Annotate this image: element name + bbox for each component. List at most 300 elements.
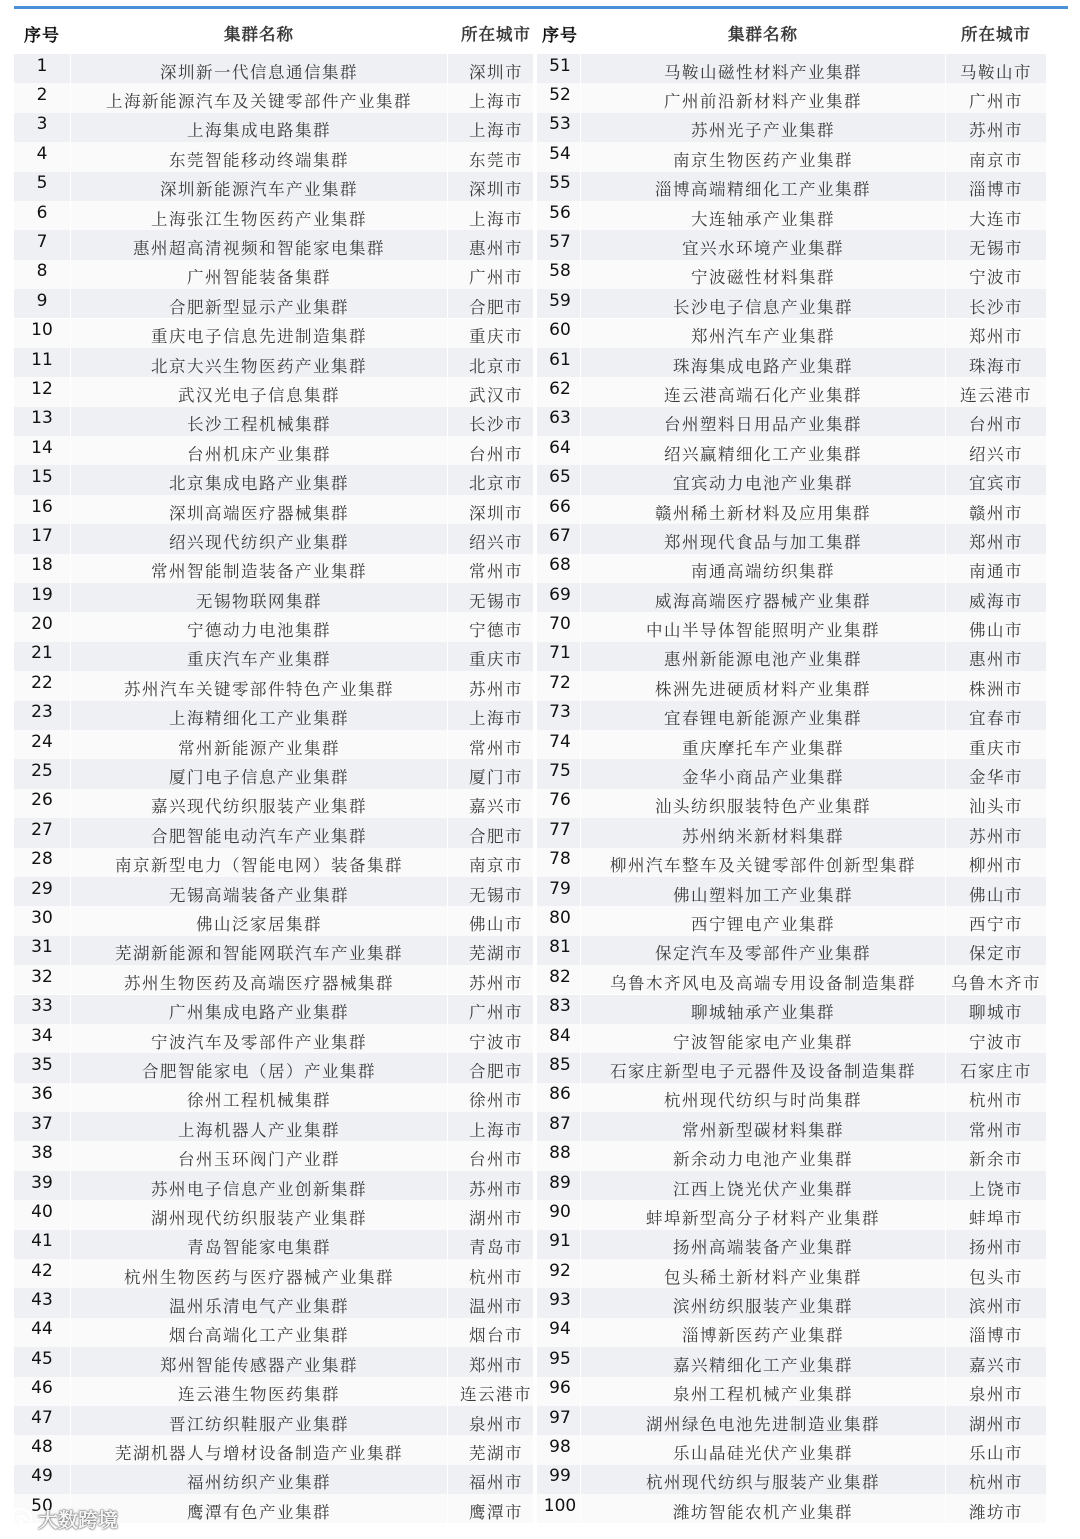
table-row: [540, 465, 1046, 494]
row-cluster-name: 南京生物医药产业集群: [580, 142, 946, 171]
row-cluster-name: 滨州纺织服装产业集群: [580, 1288, 946, 1317]
row-cluster-name: 赣州稀土新材料及应用集群: [580, 495, 946, 524]
row-cluster-name: 台州玉环阀门产业群: [70, 1141, 448, 1170]
row-city: 泉州市: [469, 1414, 523, 1434]
row-cluster-name: 徐州工程机械集群: [70, 1083, 448, 1112]
row-cluster-name: 苏州汽车关键零部件特色产业集群: [70, 671, 448, 700]
table-row: [14, 54, 544, 83]
table-row: [14, 1083, 544, 1112]
row-seq: 46: [31, 1378, 53, 1399]
row-city: 台州市: [969, 415, 1023, 435]
table-row: [540, 554, 1046, 583]
row-cluster-name: 乐山晶硅光伏产业集群: [580, 1435, 946, 1464]
row-seq: 55: [549, 173, 571, 194]
row-city: 宜宾市: [969, 474, 1023, 494]
row-city: 惠州市: [469, 239, 523, 259]
row-city: 重庆市: [469, 327, 523, 347]
row-cluster-name: 芜湖新能源和智能网联汽车产业集群: [70, 936, 448, 965]
row-city: 淄博市: [969, 1326, 1023, 1346]
row-seq: 71: [549, 643, 571, 664]
row-seq: 83: [549, 996, 571, 1017]
row-city: 泉州市: [969, 1385, 1023, 1405]
row-city: 蚌埠市: [969, 1208, 1023, 1228]
table-row: [14, 554, 544, 583]
row-seq: 70: [549, 614, 571, 635]
row-seq: 10: [31, 320, 53, 341]
row-city: 台州市: [469, 1150, 523, 1170]
table-row: [540, 612, 1046, 641]
row-cluster-name: 宁德动力电池集群: [70, 612, 448, 641]
row-cluster-name: 台州机床产业集群: [70, 436, 448, 465]
table-row: [540, 1465, 1046, 1494]
row-city: 长沙市: [469, 415, 523, 435]
table-row: [540, 407, 1046, 436]
row-city: 烟台市: [469, 1326, 523, 1346]
row-city: 威海市: [969, 591, 1023, 611]
table-row: [540, 789, 1046, 818]
table-row: [540, 701, 1046, 730]
row-cluster-name: 深圳高端医疗器械集群: [70, 495, 448, 524]
row-seq: 24: [31, 731, 53, 752]
row-seq: 95: [549, 1348, 571, 1369]
row-city: 湖州市: [469, 1208, 523, 1228]
row-seq: 34: [31, 1025, 53, 1046]
row-seq: 65: [549, 467, 571, 488]
row-seq: 18: [31, 555, 53, 576]
row-city: 温州市: [469, 1297, 523, 1317]
row-seq: 37: [31, 1113, 53, 1134]
row-cluster-name: 郑州现代食品与加工集群: [580, 524, 946, 553]
row-cluster-name: 湖州现代纺织服装产业集群: [70, 1200, 448, 1229]
table-row: [540, 1435, 1046, 1464]
table-right-half: [540, 12, 1046, 1524]
table-row: [540, 83, 1046, 112]
row-city: 广州市: [469, 268, 523, 288]
row-cluster-name: 江西上饶光伏产业集群: [580, 1171, 946, 1200]
row-cluster-name: 包头稀土新材料产业集群: [580, 1259, 946, 1288]
table-row: [14, 172, 544, 201]
table-row: [14, 1141, 544, 1170]
table-row: [14, 818, 544, 847]
row-city: 保定市: [969, 944, 1023, 964]
row-cluster-name: 聊城轴承产业集群: [580, 995, 946, 1024]
table-row: [540, 906, 1046, 935]
row-cluster-name: 厦门电子信息产业集群: [70, 759, 448, 788]
row-city: 新余市: [969, 1150, 1023, 1170]
row-seq: 21: [31, 643, 53, 664]
row-seq: 86: [549, 1084, 571, 1105]
table-row: [540, 142, 1046, 171]
row-city: 深圳市: [469, 180, 523, 200]
row-seq: 13: [31, 408, 53, 429]
table-row: [540, 965, 1046, 994]
row-cluster-name: 宁波汽车及零部件产业集群: [70, 1024, 448, 1053]
table-row: [14, 1053, 544, 1082]
row-city: 嘉兴市: [469, 797, 523, 817]
table-row: [540, 377, 1046, 406]
row-cluster-name: 潍坊智能农机产业集群: [580, 1494, 946, 1523]
row-city: 宁波市: [969, 268, 1023, 288]
row-seq: 27: [31, 819, 53, 840]
row-seq: 90: [549, 1201, 571, 1222]
table-row: [540, 1230, 1046, 1259]
table-row: [540, 936, 1046, 965]
row-cluster-name: 佛山塑料加工产业集群: [580, 877, 946, 906]
row-cluster-name: 泉州工程机械产业集群: [580, 1377, 946, 1406]
row-city: 赣州市: [969, 503, 1023, 523]
row-seq: 7: [36, 232, 48, 253]
row-city: 苏州市: [969, 826, 1023, 846]
row-city: 常州市: [969, 1120, 1023, 1140]
row-cluster-name: 连云港生物医药集群: [70, 1377, 448, 1406]
table-row: [14, 289, 544, 318]
row-city: 宁波市: [969, 1032, 1023, 1052]
table-row: [14, 642, 544, 671]
table-row: [14, 1230, 544, 1259]
row-seq: 98: [549, 1437, 571, 1458]
table-row: [14, 348, 544, 377]
table-body-left: [14, 54, 544, 1523]
row-seq: 15: [31, 467, 53, 488]
table-row: [540, 201, 1046, 230]
row-city: 佛山市: [969, 621, 1023, 641]
row-cluster-name: 合肥智能电动汽车产业集群: [70, 818, 448, 847]
row-seq: 75: [549, 761, 571, 782]
row-seq: 87: [549, 1113, 571, 1134]
row-city: 上海市: [469, 121, 523, 141]
row-cluster-name: 无锡高端装备产业集群: [70, 877, 448, 906]
row-cluster-name: 苏州电子信息产业创新集群: [70, 1171, 448, 1200]
row-city: 无锡市: [469, 591, 523, 611]
watermark: [8, 1504, 118, 1533]
row-cluster-name: 东莞智能移动终端集群: [70, 142, 448, 171]
table-row: [14, 965, 544, 994]
row-cluster-name: 苏州纳米新材料集群: [580, 818, 946, 847]
row-cluster-name: 常州智能制造装备产业集群: [70, 554, 448, 583]
row-cluster-name: 北京大兴生物医药产业集群: [70, 348, 448, 377]
row-cluster-name: 郑州智能传感器产业集群: [70, 1347, 448, 1376]
row-cluster-name: 珠海集成电路产业集群: [580, 348, 946, 377]
row-city: 合肥市: [469, 1061, 523, 1081]
row-city: 深圳市: [469, 62, 523, 82]
row-seq: 16: [31, 496, 53, 517]
row-cluster-name: 中山半导体智能照明产业集群: [580, 612, 946, 641]
row-seq: 6: [36, 202, 48, 223]
row-cluster-name: 苏州光子产业集群: [580, 113, 946, 142]
row-seq: 53: [549, 114, 571, 135]
table-row: [14, 436, 544, 465]
row-seq: 11: [31, 349, 53, 370]
row-city: 福州市: [469, 1473, 523, 1493]
row-city: 石家庄市: [960, 1061, 1032, 1081]
row-cluster-name: 合肥智能家电（居）产业集群: [70, 1053, 448, 1082]
table-row: [540, 995, 1046, 1024]
row-city: 惠州市: [969, 650, 1023, 670]
table-row: [540, 671, 1046, 700]
row-seq: 36: [31, 1084, 53, 1105]
row-city: 大连市: [969, 209, 1023, 229]
row-cluster-name: 宜春锂电新能源产业集群: [580, 701, 946, 730]
row-cluster-name: 重庆汽车产业集群: [70, 642, 448, 671]
table-row: [14, 319, 544, 348]
row-seq: 42: [31, 1260, 53, 1281]
row-city: 郑州市: [969, 327, 1023, 347]
row-city: 合肥市: [469, 826, 523, 846]
table-row: [14, 83, 544, 112]
row-cluster-name: 威海高端医疗器械产业集群: [580, 583, 946, 612]
row-city: 南京市: [469, 856, 523, 876]
row-seq: 91: [549, 1231, 571, 1252]
row-city: 包头市: [969, 1267, 1023, 1287]
table-row: [14, 583, 544, 612]
row-seq: 25: [31, 761, 53, 782]
row-city: 聊城市: [969, 1003, 1023, 1023]
row-seq: 58: [549, 261, 571, 282]
table-row: [540, 1171, 1046, 1200]
row-seq: 82: [549, 966, 571, 987]
row-seq: 20: [31, 614, 53, 635]
row-seq: 1: [36, 55, 48, 76]
row-cluster-name: 新余动力电池产业集群: [580, 1141, 946, 1170]
table-row: [14, 730, 544, 759]
row-seq: 5: [36, 173, 48, 194]
row-seq: 28: [31, 849, 53, 870]
row-city: 常州市: [469, 562, 523, 582]
row-city: 珠海市: [969, 356, 1023, 376]
row-cluster-name: 淄博新医药产业集群: [580, 1318, 946, 1347]
table-row: [14, 701, 544, 730]
row-cluster-name: 郑州汽车产业集群: [580, 319, 946, 348]
row-city: 深圳市: [469, 503, 523, 523]
row-seq: 93: [549, 1290, 571, 1311]
table-row: [14, 1112, 544, 1141]
row-city: 上海市: [469, 92, 523, 112]
row-city: 苏州市: [469, 1179, 523, 1199]
row-seq: 81: [549, 937, 571, 958]
row-cluster-name: 温州乐清电气产业集群: [70, 1288, 448, 1317]
row-seq: 88: [549, 1143, 571, 1164]
row-cluster-name: 广州智能装备集群: [70, 260, 448, 289]
row-seq: 80: [549, 908, 571, 928]
row-cluster-name: 广州集成电路产业集群: [70, 995, 448, 1024]
row-cluster-name: 马鞍山磁性材料产业集群: [580, 54, 946, 83]
row-seq: 43: [31, 1290, 53, 1311]
row-cluster-name: 常州新型碳材料集群: [580, 1112, 946, 1141]
row-seq: 73: [549, 702, 571, 723]
table-row: [14, 201, 544, 230]
row-cluster-name: 上海集成电路集群: [70, 113, 448, 142]
row-cluster-name: 金华小商品产业集群: [580, 759, 946, 788]
row-cluster-name: 重庆电子信息先进制造集群: [70, 319, 448, 348]
row-cluster-name: 扬州高端装备产业集群: [580, 1230, 946, 1259]
row-city: 上海市: [469, 209, 523, 229]
row-city: 上海市: [469, 1120, 523, 1140]
row-cluster-name: 烟台高端化工产业集群: [70, 1318, 448, 1347]
row-cluster-name: 晋江纺织鞋服产业集群: [70, 1406, 448, 1435]
row-city: 南通市: [969, 562, 1023, 582]
row-cluster-name: 武汉光电子信息集群: [70, 377, 448, 406]
row-city: 无锡市: [469, 885, 523, 905]
row-seq: 85: [549, 1054, 571, 1075]
table-row: [14, 1435, 544, 1464]
table-row: [540, 1494, 1046, 1523]
table-row: [540, 1112, 1046, 1141]
table-row: [14, 465, 544, 494]
row-city: 上海市: [469, 709, 523, 729]
row-city: 芜湖市: [469, 944, 523, 964]
table-row: [14, 789, 544, 818]
table-row: [540, 1377, 1046, 1406]
table-row: [14, 1200, 544, 1229]
row-city: 厦门市: [469, 768, 523, 788]
row-cluster-name: 杭州现代纺织与服装产业集群: [580, 1465, 946, 1494]
table-row: [540, 319, 1046, 348]
row-seq: 67: [549, 525, 571, 546]
row-seq: 61: [549, 349, 571, 370]
table-row: [14, 1171, 544, 1200]
row-seq: 41: [31, 1231, 53, 1252]
table-row: [540, 848, 1046, 877]
table-row: [14, 906, 544, 935]
row-cluster-name: 常州新能源产业集群: [70, 730, 448, 759]
row-seq: 38: [31, 1143, 53, 1164]
table-row: [540, 172, 1046, 201]
table-row: [14, 936, 544, 965]
table-row: [540, 495, 1046, 524]
row-cluster-name: 合肥新型显示产业集群: [70, 289, 448, 318]
row-city: 乐山市: [969, 1444, 1023, 1464]
table-row: [540, 289, 1046, 318]
row-cluster-name: 保定汽车及零部件产业集群: [580, 936, 946, 965]
table-row: [540, 1200, 1046, 1229]
top-accent-bar: [14, 6, 1068, 9]
brand-logo-icon: [8, 1506, 34, 1532]
row-seq: 68: [549, 555, 571, 576]
row-seq: 99: [549, 1466, 571, 1487]
row-cluster-name: 西宁锂电产业集群: [580, 906, 946, 935]
table-row: [540, 1347, 1046, 1376]
row-cluster-name: 广州前沿新材料产业集群: [580, 83, 946, 112]
table-body-right: [540, 54, 1046, 1523]
row-seq: 26: [31, 790, 53, 811]
table-left-half: [14, 12, 544, 1524]
row-city: 金华市: [969, 768, 1023, 788]
row-city: 南京市: [969, 150, 1023, 170]
row-cluster-name: 重庆摩托车产业集群: [580, 730, 946, 759]
row-cluster-name: 南京新型电力（智能电网）装备集群: [70, 848, 448, 877]
row-cluster-name: 株洲先进硬质材料产业集群: [580, 671, 946, 700]
row-city: 西宁市: [969, 915, 1023, 934]
table-row: [14, 612, 544, 641]
table-row: [540, 54, 1046, 83]
row-cluster-name: 佛山泛家居集群: [70, 906, 448, 935]
row-city: 无锡市: [969, 239, 1023, 259]
row-cluster-name: 上海精细化工产业集群: [70, 701, 448, 730]
row-seq: 12: [31, 378, 53, 399]
row-seq: 69: [549, 584, 571, 605]
table-row: [14, 495, 544, 524]
header-city: 所在城市: [961, 25, 1031, 44]
row-seq: 52: [549, 85, 571, 106]
table-row: [540, 1083, 1046, 1112]
row-city: 杭州市: [469, 1267, 523, 1287]
row-seq: 84: [549, 1025, 571, 1046]
table-row: [540, 877, 1046, 906]
row-cluster-name: 深圳新能源汽车产业集群: [70, 172, 448, 201]
row-seq: 40: [31, 1201, 53, 1222]
row-city: 广州市: [469, 1003, 523, 1023]
header-name: 集群名称: [70, 12, 448, 54]
row-seq: 94: [549, 1319, 571, 1340]
table-row: [14, 230, 544, 259]
table-row: [14, 1024, 544, 1053]
table-row: [14, 995, 544, 1024]
row-seq: 29: [31, 878, 53, 899]
row-seq: 77: [549, 819, 571, 840]
row-cluster-name: 汕头纺织服装特色产业集群: [580, 789, 946, 818]
table-row: [540, 1288, 1046, 1317]
table-row: [14, 524, 544, 553]
row-city: 汕头市: [969, 797, 1023, 817]
row-seq: 54: [549, 143, 571, 164]
table-row: [540, 818, 1046, 847]
row-cluster-name: 福州纺织产业集群: [70, 1465, 448, 1494]
row-seq: 3: [36, 114, 48, 135]
row-cluster-name: 嘉兴现代纺织服装产业集群: [70, 789, 448, 818]
row-city: 乌鲁木齐市: [951, 973, 1041, 993]
row-city: 重庆市: [969, 738, 1023, 758]
row-cluster-name: 宜兴水环境产业集群: [580, 230, 946, 259]
row-seq: 22: [31, 672, 53, 693]
table-row: [14, 260, 544, 289]
row-seq: 44: [31, 1319, 53, 1340]
row-seq: 47: [31, 1407, 53, 1428]
row-city: 连云港市: [960, 385, 1032, 405]
row-city: 马鞍山市: [960, 62, 1032, 82]
row-city: 东莞市: [469, 150, 523, 170]
row-seq: 97: [549, 1407, 571, 1428]
row-cluster-name: 上海新能源汽车及关键零部件产业集群: [70, 83, 448, 112]
row-cluster-name: 上海张江生物医药产业集群: [70, 201, 448, 230]
table-row: [540, 1141, 1046, 1170]
row-cluster-name: 连云港高端石化产业集群: [580, 377, 946, 406]
row-cluster-name: 深圳新一代信息通信集群: [70, 54, 448, 83]
row-seq: 60: [549, 320, 571, 341]
row-seq: 76: [549, 790, 571, 811]
row-seq: 92: [549, 1260, 571, 1281]
row-city: 北京市: [469, 356, 523, 376]
row-city: 重庆市: [469, 650, 523, 670]
row-cluster-name: 杭州生物医药与医疗器械产业集群: [70, 1259, 448, 1288]
row-city: 潍坊市: [969, 1502, 1023, 1522]
table-row: [14, 877, 544, 906]
table-row: [540, 1053, 1046, 1082]
row-city: 上饶市: [969, 1179, 1023, 1199]
row-seq: 72: [549, 672, 571, 693]
row-city: 长沙市: [969, 297, 1023, 317]
row-city: 宁德市: [469, 621, 523, 641]
table-header-right: [540, 12, 1046, 54]
row-seq: 14: [31, 437, 53, 458]
row-cluster-name: 惠州新能源电池产业集群: [580, 642, 946, 671]
row-cluster-name: 乌鲁木齐风电及高端专用设备制造集群: [580, 965, 946, 994]
row-cluster-name: 绍兴赢精细化工产业集群: [580, 436, 946, 465]
row-seq: 59: [549, 290, 571, 311]
row-city: 绍兴市: [469, 532, 523, 552]
table-row: [14, 113, 544, 142]
header-city: 所在城市: [461, 25, 531, 44]
row-seq: 96: [549, 1378, 571, 1399]
